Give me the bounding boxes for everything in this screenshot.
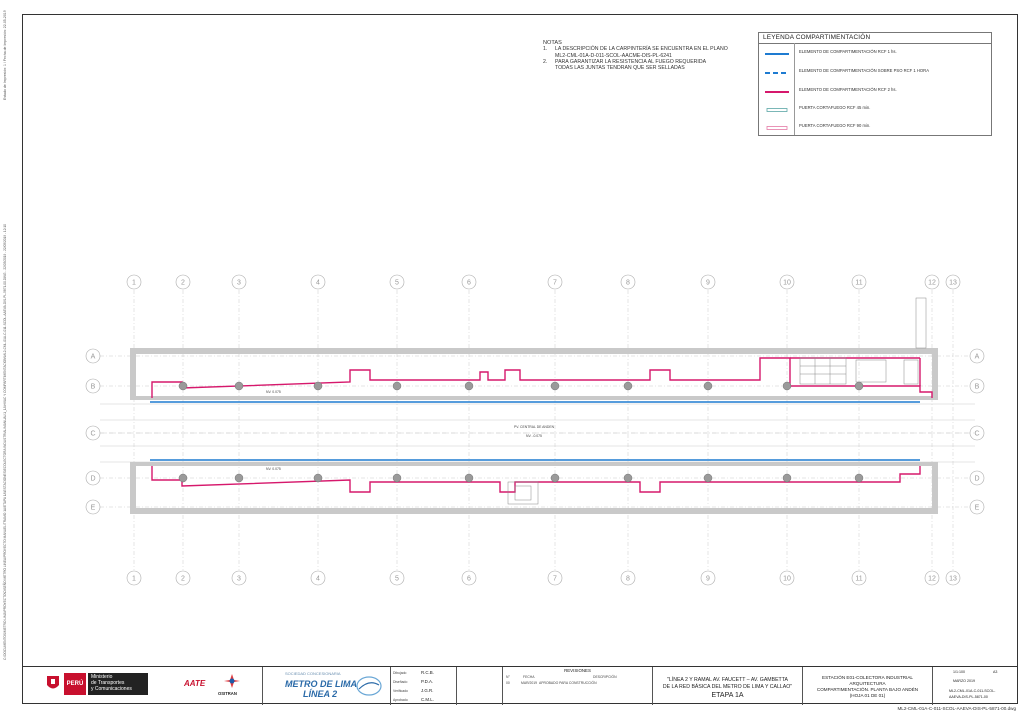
metro-lima-logo: METRO DE LIMA [285,679,357,689]
column [179,382,187,390]
column [314,474,322,482]
grid-label: B [90,383,96,391]
grid-bubble-B [970,379,984,393]
grid-bubble-9 [701,275,715,289]
grid-label: 2 [181,575,185,583]
grid-label: D [90,475,96,483]
legend-item: ELEMENTO DE COMPARTIMENTACIÓN RCF 1 hs. [759,44,993,62]
grid-label: C [974,430,980,438]
ositran-logo-icon [224,673,240,689]
column [551,474,559,482]
grid-bubble-2 [176,571,190,585]
agency-logos-cell [172,667,262,705]
grid-bubble-5 [390,275,404,289]
grid-label: 4 [316,279,320,287]
grid-label: B [974,383,980,391]
concession-logo-cell: SOCIEDAD CONCESIONARIA METRO DE LIMA LÍNEA 2 [262,667,390,705]
revisions-cell: REVISIONES N° FECHA DESCRIPCIÓN 00 MAR/2019 APROBADO PARA CONSTRUCCIÓN [502,667,652,705]
grid-bubble-4 [311,571,325,585]
grid-bubble-11 [852,275,866,289]
grid-bubble-1 [127,571,141,585]
notes-title: NOTAS [543,40,562,46]
grid-bubble-8 [621,571,635,585]
grid-bubble-7 [548,275,562,289]
column [393,382,401,390]
center-level-label: NV. -0.075 [526,434,542,438]
grid-lines [100,290,975,570]
peru-shield-icon [46,675,60,693]
metro-swoosh-icon [355,675,383,697]
column [624,474,632,482]
blank-cell [456,667,502,705]
ositran-label: OSITRAN [218,691,237,696]
grid-label: 12 [928,279,936,287]
grid-bubble-D [970,471,984,485]
project-cell: "LÍNEA 2 Y RAMAL AV. FAUCETT – AV. GAMBETTA DE LA RED BÁSICA DEL METRO DE LIMA Y CALLAO" ETAPA 1A [652,667,802,705]
print-status-margin: Estado de Impresión: 1 / Fecha de Impresión: 22-05-2019 [3,10,7,100]
grid-bubbles [86,275,984,585]
background-lines [100,404,975,462]
grid-bubble-13 [946,275,960,289]
grid-bubble-11 [852,571,866,585]
grid-label: 8 [626,279,630,287]
column [855,382,863,390]
grid-label: 6 [467,575,471,583]
grid-bubble-A [970,349,984,363]
grid-bubble-3 [232,571,246,585]
grid-bubble-B [86,379,100,393]
grid-label: 10 [783,279,791,287]
column [235,382,243,390]
level-label: NV. 0.075 [266,390,281,394]
grid-label: 10 [783,575,791,583]
grid-bubble-C [86,426,100,440]
note-item: 1. LA DESCRIPCIÓN DE LA CARPINTERÍA SE ENCUENTRA EN EL PLANO ML2-CML-01A-D-011-SCOL-AACME-DIS-PL-6241 [543,46,728,59]
column [465,382,473,390]
grid-bubble-D [86,471,100,485]
grid-bubble-E [86,500,100,514]
grid-label: E [974,504,980,512]
equipment-room [508,298,926,504]
grid-label: 9 [706,279,710,287]
grid-bubble-C [970,426,984,440]
grid-bubble-12 [925,571,939,585]
grid-label: 3 [237,279,241,287]
legend-title: LEYENDA COMPARTIMENTACIÓN [763,34,871,41]
grid-label: 1 [132,575,136,583]
grid-bubble-6 [462,571,476,585]
grid-label: 2 [181,279,185,287]
grid-label: D [974,475,980,483]
grid-label: 12 [928,575,936,583]
grid-label: 11 [855,575,863,583]
title-block [22,666,1018,705]
legend-item: ELEMENTO DE COMPARTIMENTACIÓN RCF 2 hs. [759,82,993,100]
grid-bubble-3 [232,275,246,289]
rcf-1h-lines [150,402,920,460]
grid-label: A [90,353,96,361]
sheet-title-cell: ESTACIÓN E01-COLECTORA INDUSTRIAL ARQUITECTURA COMPARTIMENTACIÓN. PLANTA BAJO ANDÉN (HOJA 01 DE 01) [802,667,932,705]
grid-bubble-E [970,500,984,514]
column [465,474,473,482]
grid-label: 3 [237,575,241,583]
ministry-logo-cell [22,667,172,705]
legend-item: PUERTA CORTAFUEGO RCF 45 min. [759,100,993,118]
grid-label: 11 [855,279,863,287]
drawing-number: ML2-CML-01A-C-011-SCOL-AAEVA-DIS-PL-5871-00.dwg [897,706,1016,711]
grid-bubble-1 [127,275,141,289]
grid-label: 5 [395,279,399,287]
stage-label: ETAPA 1A [711,692,744,699]
roles-cell: Dibujado R.C.B. Diseñado P.D.A. Verificado J.G.R. Aprobado C.M.L. [390,667,456,705]
file-path-margin: C:\DOCUMENTOS\METRO LIMA\PROYECTO\DISEÑO METRO LINEA\PROYECTO MANUEL\TRAMO 1A\ETAPA 1A\ESTACIONES\ECOLECTORA INDUSTRIAL\MANUAL\1_1A\HVAC Y COMPARTIMENTACION\ML2-CML-01A-C-011-SCOL-AAEVA-DIS-PL-5871-00.DWG - 22/05/2019 - 22/05/2019 - 12:10 [3,224,7,660]
grid-label: 6 [467,279,471,287]
grid-bubble-7 [548,571,562,585]
grid-label: 7 [553,575,557,583]
grid-bubble-10 [780,275,794,289]
grid-label: 13 [949,279,957,287]
grid-label: 7 [553,279,557,287]
ministry-logo: Ministerio de Transportes y Comunicaciones [88,673,148,695]
grid-bubble-12 [925,275,939,289]
column [704,382,712,390]
grid-bubble-8 [621,275,635,289]
grid-bubble-5 [390,571,404,585]
grid-label: 8 [626,575,630,583]
column [235,474,243,482]
grid-label: C [90,430,96,438]
grid-bubble-2 [176,275,190,289]
grid-bubble-10 [780,571,794,585]
peru-logo: PERÚ [64,673,86,695]
column [551,382,559,390]
level-label: NV. 0.075 [266,467,281,471]
grid-label: 9 [706,575,710,583]
grid-label: A [974,353,980,361]
column [704,474,712,482]
column [855,474,863,482]
note-item: 2. PARA GARANTIZAR LA RESISTENCIA AL FUEGO REQUERIDA TODAS LAS JUNTAS TENDRAN QUE SER SELLADAS [543,58,707,72]
grid-bubble-6 [462,275,476,289]
grid-bubble-13 [946,571,960,585]
column [783,382,791,390]
legend-item: ELEMENTO DE COMPARTIMENTACIÓN SOBRE PSO RCF 1 HORA [759,63,993,81]
column [314,382,322,390]
grid-bubble-4 [311,275,325,289]
grid-label: 13 [949,575,957,583]
grid-bubble-A [86,349,100,363]
aate-logo: AATE [184,679,206,688]
column [393,474,401,482]
legend-item: PUERTA CORTAFUEGO RCF 90 min. [759,118,993,136]
column [624,382,632,390]
center-platform-label: PV. CENTRAL DE ANDEN [513,425,555,429]
sheet-info-cell: 1/1:100 A3 MARZO 2019 ML2-CML-01A-C-011-SCOL- AAEVA-DIS-PL-5871-00 [932,667,1018,705]
grid-label: 5 [395,575,399,583]
station-walls [130,348,938,514]
grid-label: E [90,504,96,512]
column [179,474,187,482]
grid-bubble-9 [701,571,715,585]
grid-label: 4 [316,575,320,583]
grid-label: 1 [132,279,136,287]
column [783,474,791,482]
